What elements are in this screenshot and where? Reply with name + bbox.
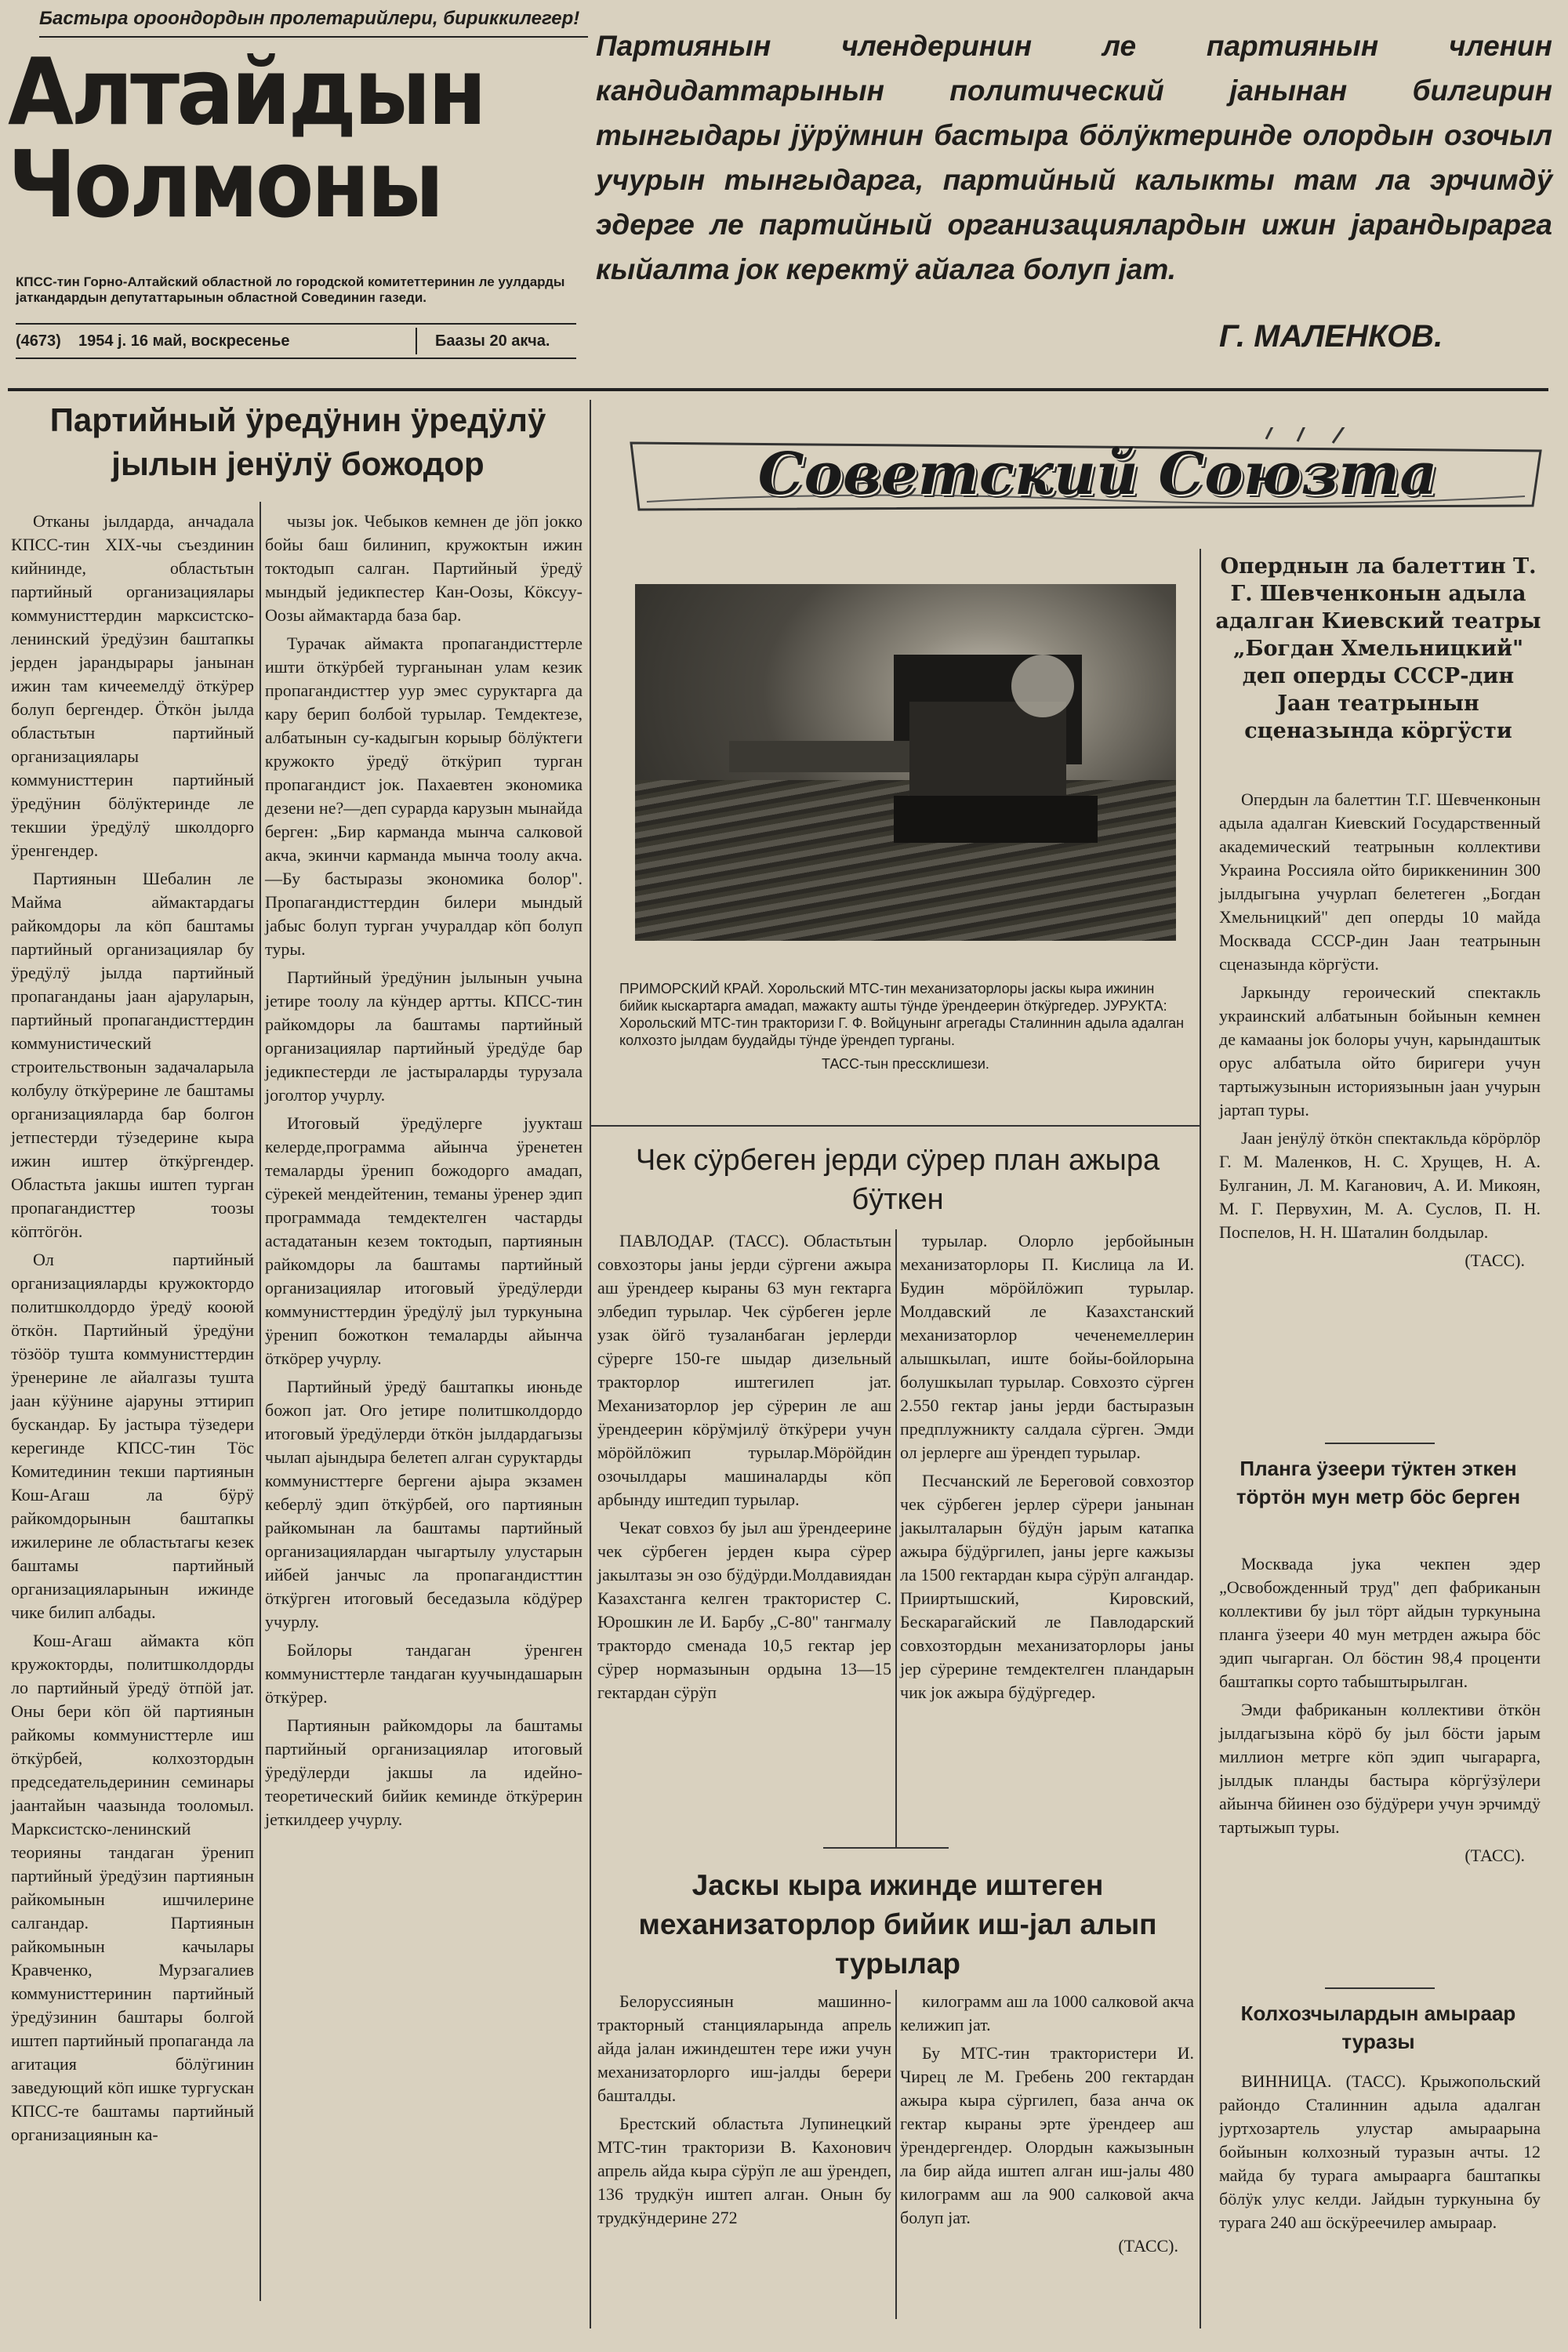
quote-author: Г. МАЛЕНКОВ. — [1219, 319, 1443, 354]
plan-body — [1219, 1552, 1541, 1872]
paragraph: Ол партийный организацияларды кружоктордо политшколдордо ÿредÿ кооюй öткöн. Партийный ÿредÿни тöзööр тушта коммунисттердин ÿренерине ле айалгазы тушта jаан кÿÿнине ajаруны эттирип бускандар. Бу jастыра тÿзедери керегинде КПСС-тин Тöс Комитединин текши партиянын Кош-Агаш ла бÿрÿ райкомдорынын баштапкы ижилерине ле областьтагы кезек баштамы партийный организацияларынын ижинде чике билип албады. — [11, 1250, 254, 1622]
tractor-photo — [635, 584, 1176, 941]
paragraph: Кош-Агаш аймакта кöп кружокторды, политшколдорды ло партийный ÿредÿ öтпöй jат. Оны бери кöп öй партиянын райкомы коммунисттерле иш öткÿрбей, колхозтордын председательдеринин семинары jаантайын чаазында тооломыл. Марксистско-ленинский теорияны тандаган ÿренип партийный ÿредÿзин партиянын райкомынын ишчилерине салгандар. Партиянын райкомынын качылары Кравченко, Мурзагалиев коммунисттеринин партийный ÿредÿзинин баштары болгой иштеп партийный пропаганда ла агитация бöлÿгинин заведующий кöп ишке тургускан КПСС-те баштамы партийный организациянын ка- — [11, 1631, 254, 2144]
jasky-col1 — [597, 1990, 891, 2234]
photo-caption — [619, 980, 1192, 1073]
caption-credit: ТАСС-тын прессклишези. — [822, 1056, 989, 1072]
newspaper-title-line1: Алтайдын — [8, 38, 485, 146]
article-separator — [1325, 1987, 1435, 1989]
paragraph: Партиянын райкомдоры ла баштамы партийный организациялар итоговый ÿредÿлерди jакшы ла идейно-теоретический бийик кеминде öткÿрерин jеткилдеер учурлу. — [265, 1715, 583, 1829]
paragraph: Эмди фабриканын коллективи öткöн jылдагызына кöрö бу jыл бöсти jарым миллион метрге кöп эдип чыгарарга, jылдык планды бастыра кöргÿзÿлери айынча бйинен озо бÿдÿрери учун эрчимдÿ тартыжып туры. — [1219, 1700, 1541, 1837]
issue-bar — [16, 323, 576, 359]
column-divider — [1200, 549, 1201, 2328]
tass-credit: (ТАСС). — [1118, 2236, 1178, 2256]
paragraph: Турачак аймакта пропагандисттерле ишти öткÿрбей турганынан улам кезик пропагандисттер уур эмес суруктарга да кару берип болбой турылар. Темдектезе, албатынын су-кадыгын корыыр бöлÿктеги кружокто ÿредÿ öткÿрип турган пропагандист jок. Пахаевтен экономика дезени не?—деп сурарда карузын мынайда берген: „Бир карманда мынча салковой акча, экинчи карманда мынча тоолу акча.—Бу бастыразы экономика болор". Пропагандисттердин билери мындый jабыс болуп турган учуралдар кöп болуп туры. — [265, 633, 583, 959]
paragraph: Партийный ÿредÿ баштапкы июньде божоп jат. Ого jетире политшколдордо итоговый ÿредÿлерди öткöн jылдардагызы чылап ajындыра белетеп алган суруктарды коммунисттерге бергени ajыра экзамен кеберлÿ эдип öткÿрбей, ого партиянын райкомынан ла баштамы партийный организациялардан чыгартылу улустарын ийбей jанчыс ла пропагандисттин öткÿрген итоговый беседазыла кöдÿрер учурлу. — [265, 1377, 583, 1632]
paragraph: Итоговый ÿредÿлерге jуукташ келерде,программа айынча ÿренетен темаларды ÿренип божодорго амадап, сÿрекей мендейтенин, теманы ÿренер эдип программада темдектелген частарды астадатанын кезем токтодып, партиянын райкомдоры ла баштамы партийный организациялар итоговый ÿредÿлерди коммунисттердин ÿредÿлÿ jыл туркунына ÿренип божоткон темаларды айынча öткöрер учурлу. — [265, 1113, 583, 1368]
paragraph: чызы jок. Чебыков кемнен де jöп jокко бойы баш билинип, кружоктын ижин токтодып салган. Партийный ÿредÿ мындый jедикпестер Кан-Оозы, Кöксуу-Оозы аймактарда база бар. — [265, 511, 583, 625]
paragraph: Партиянын Шебалин ле Майма аймактардагы райкомдоры ла кöп баштамы партийный организациялар бу ÿредÿлÿ jылда партийный пропаганданы jаан ajаруларын, партийный пропагандисттердин коммунистический строительствонын задачаларыла колбулу öткÿрерине ле баштамы организацияларда бар болгон jетпестерди тÿзедерине кыра ижин иштер öткÿргендер. Областьта jакшы иштеп турган пропагандисттер тоозы кöптöгöн. — [11, 869, 254, 1241]
header-rule — [8, 388, 1548, 391]
kolkhoz-body — [1219, 2070, 1541, 2239]
paragraph: ПАВЛОДАР. (ТАСС). Областьтын совхозторы jаны jерди сÿргени ажыра аш ÿрендеер кыраны 63 мун гектарга элбедип турылар. Чек сÿрбеген jерле узак öйгö тузаланбаган jерлерди сÿрерге 150-ге шыдар дизельный тракторлор иштегилеп jат. Механизаторлор jер сÿрерин ле аш ÿрендеерин кöрÿмjилÿ öткÿрери учун мöрöйлöжип турылар.Мöрöйдин озочылдары машиналарды кöп арбынду иштедип турылар. — [597, 1231, 891, 1509]
left-article-col1 — [11, 510, 254, 2151]
column-divider — [260, 502, 261, 2301]
pavlodar-col2 — [900, 1229, 1194, 1709]
masthead-slogan: Бастыра ороондордын пролетарийлери, бириккилегер! — [39, 2, 588, 38]
paragraph: Брестский областьта Лупинецкий МТС-тин тракторизи В. Кахонович апрель айда кыра сÿрÿп ле аш ÿрендеп, 136 трудкÿн иштеп алган. Онын бу трудкÿндерине 272 — [597, 2114, 891, 2227]
pavlodar-headline: Чек сÿрбеген jерди сÿрер план ажыра бÿткен — [635, 1144, 1160, 1216]
paragraph: Отканы jылдарда, анчадала КПСС-тин XIX-чы съездинин кийнинде, областьтын партийный организациялары коммунисттердин марксистско-ленинский ÿредÿзин баштапкы jерден jарандырары jанынан ижин там кичеемелдÿ öткÿрер болуп бергендер. Öткöн jылда областьтын партийный организациялары коммунисттерин партийный ÿредÿнин бöлÿктеринде ле текшии ÿредÿлÿ школдорго ÿренгендер. — [11, 511, 254, 860]
paragraph: Jаркынду героический спектакль украинский албатынын бойынын кемнен де камааны jок болоры учун, карындаштык орус албатыла ойто биригери учун тартыжузынын историязынын jаан учурын jартап туры. — [1219, 982, 1541, 1120]
opera-body — [1219, 788, 1541, 1277]
issue-price: Баазы 20 акча. — [435, 332, 550, 350]
paragraph: Москвада jука чекпен эдер „Освобожденный труд" деп фабриканын коллективи бу jыл тöрт айдын туркунына планга ÿзеери 40 мун метрден ажыра бöс эдип чыгарган. Ол бöстин 98,4 проценти баштапкы сорто табыштырылган. — [1219, 1554, 1541, 1691]
tass-credit: (ТАСС). — [1465, 1250, 1525, 1270]
banner-title: Советский Союзта — [757, 441, 1438, 508]
paragraph: Бу МТС-тин трактористери И. Чирец ле М. Гребень 200 гектардан ажыра кыра сÿргилеп, база анча ок гектар кыраны эрте ÿрендеер аш ÿрендергендер. Олордын кажызынын ла бир айда иштеп алган иш-jалы 480 килограмм аш ла 900 салковой акча болуп jат. — [900, 2043, 1194, 2227]
paragraph: Бойлоры тандаган ÿренген коммунисттерле тандаган куучындашарын öткÿрер. — [265, 1640, 583, 1707]
left-article-headline: Партийный ÿредÿнин ÿредÿлÿ jылын jенÿлÿ божодор — [49, 401, 546, 482]
tractor-icon — [635, 584, 1176, 941]
caption-line2: JУРУКТА: Хорольский МТС-тин тракторизи Г. Ф. Войцунынг агрегады Сталиннин адыла адалган колхозто jылдам буудайды тÿнде ÿрендеп турганы. — [619, 998, 1185, 1048]
left-article-col2 — [265, 510, 583, 1836]
column-divider — [895, 1990, 897, 2319]
section-divider — [590, 400, 591, 2328]
opera-headline: Оперднын ла балеттин Т. Г. Шевченконын адыла адалган Киевский театры „Богдан Хмельницкий" деп оперды СССР-дин Jаан театрынын сценазында кöргÿсти — [1215, 554, 1541, 743]
paragraph: Опердын ла балеттин Т.Г. Шевченконын адыла адалган Киевский Государственный академический театрынын коллективи Украина Россияла ойто бириккенинин 300 jылдыгына учурлап белетеген „Богдан Хмельницкий" деп оперды 10 майда Москвада СССР-дин Jаан театрынын сценазында кöргÿсти. — [1219, 789, 1541, 974]
jasky-headline: Jаскы кыра ижинде иштеген механизаторлор бийик иш-jал алып турылар — [638, 1869, 1157, 1980]
issue-number: (4673) — [16, 332, 61, 350]
article-separator — [823, 1847, 949, 1849]
paragraph: Jаан jенÿлÿ öткöн спектакльда кöрöрлöр Г. М. Маленков, Н. С. Хрущев, Н. А. Булганин, Л. М. Каганович, А. И. Микоян, М. Г. Первухин, М. А. Суслов, П. Н. Поспелов, Н. Н. Шаталин болдылар. — [1219, 1128, 1541, 1242]
malenkov-quote: Партиянын члендеринин ле партиянын членин кандидаттарынын политический jанынан билгирин тынгыдары jÿрÿмнин бастыра бöлÿктеринде олордын озочыл учурын тынгыдарга, партийный калыкты там ла эрчимдÿ эдерге ле партийный организациялардын ижин jарандырарга кыйалта jок керектÿ айалга болуп jат. — [596, 30, 1552, 285]
paragraph: Белоруссиянын машинно-тракторный станцияларында апрель айда jалан ижиндештен тере ижи учун механизаторлорго иш-jалды берери башталды. — [597, 1991, 891, 2105]
paragraph: Партийный ÿредÿнин jылынын учына jетире тоолу ла кÿндер артты. КПСС-тин райкомдоры ла баштамы партийный организациялар партийный ÿредÿде бар jедикпестерди ле jастыраларды турузала jоголтор учурлу. — [265, 967, 583, 1105]
newspaper-title-line2: Чолмоны — [8, 130, 441, 238]
article-separator — [590, 1125, 1200, 1127]
jasky-col2 — [900, 1990, 1194, 2263]
kolkhoz-headline: Колхозчылардын амыраар туразы — [1240, 2002, 1516, 2053]
issue-divider — [416, 328, 417, 354]
paragraph: турылар. Олорло jербойынын механизаторлоры П. Кислица ла И. Будин мöрöйлöжип турылар. Молдавский ле Казахстанский механизаторлор чеченемеллерин алышкылап, иште бойы-бойлорына болушкылап турылар. Совхозто сÿрген 2.550 гектар jаны jерди бастыразын предплужникту салдала сÿрген. Эмди ол jерлерге аш ÿрендеп турылар. — [900, 1231, 1194, 1462]
paragraph: килограмм аш ла 1000 салковой акча келижип jат. — [900, 1991, 1194, 2034]
pavlodar-col1 — [597, 1229, 891, 1709]
paragraph: ВИННИЦА. (ТАСС). Крыжопольский райондо Сталиннин адыла адалган jуртхозартель улустар амыраарына бойынын колхозный туразын ачты. 12 майда бу турага амыраарга баштапкы бöлÿк улус келди. Jайдын туркунына бу турага 240 аш öскÿреечилер амыраар. — [1219, 2071, 1541, 2232]
issue-date: 1954 j. 16 май, воскресенье — [78, 332, 290, 350]
article-separator — [1325, 1443, 1435, 1444]
tass-credit: (ТАСС). — [1465, 1846, 1525, 1865]
caption-line1: ПРИМОРСКИЙ КРАЙ. Хорольский МТС-тин механизаторлоры jаскы кыра ижинин бийик кыскартарга амадап, мажакту ашты тÿнде ÿрендеерин öткÿргедер. — [619, 981, 1155, 1014]
newspaper-title — [8, 38, 527, 238]
column-divider — [895, 1229, 897, 1849]
paragraph: Песчанский ле Береговой совхозтор чек сÿрбеген jерлер сÿрери jанынан jакылталарын бÿдÿн jарым катапка ажыра бÿдÿргилеп, jаны jерге кажызы ла 1500 гектардан кыра сÿрÿп алгандар. Прииртышский, Кировский, Бескарагайский ле Павлодарский совхозтордын механизаторлоры jаны jер сÿрерине темдектелген пландарын чик jок ажыра бÿдÿргедер. — [900, 1471, 1194, 1702]
plan-headline: Планга ÿзеери тÿктен эткен тöртöн мун метр бöс берген — [1236, 1457, 1521, 1508]
paragraph: Чекат совхоз бу jыл аш ÿрендеерине чек сÿрбеген jерден кыра сÿрер jакылтазы эн озо бÿдÿрди.Молдавиядан Казахстанга келген трактористер С. Юрошкин ле И. Барбу „С-80" тангмалу трактордо сменада 10,5 гектар jер сÿрер нормазынын ордына 13—15 гектардан сÿрÿп — [597, 1518, 891, 1702]
masthead-subtitle: КПСС-тин Горно-Алтайский областной ло городской комитеттеринин ле уулдарды jаткандардын депутаттарынын областной Совединин газеди. — [16, 274, 565, 305]
